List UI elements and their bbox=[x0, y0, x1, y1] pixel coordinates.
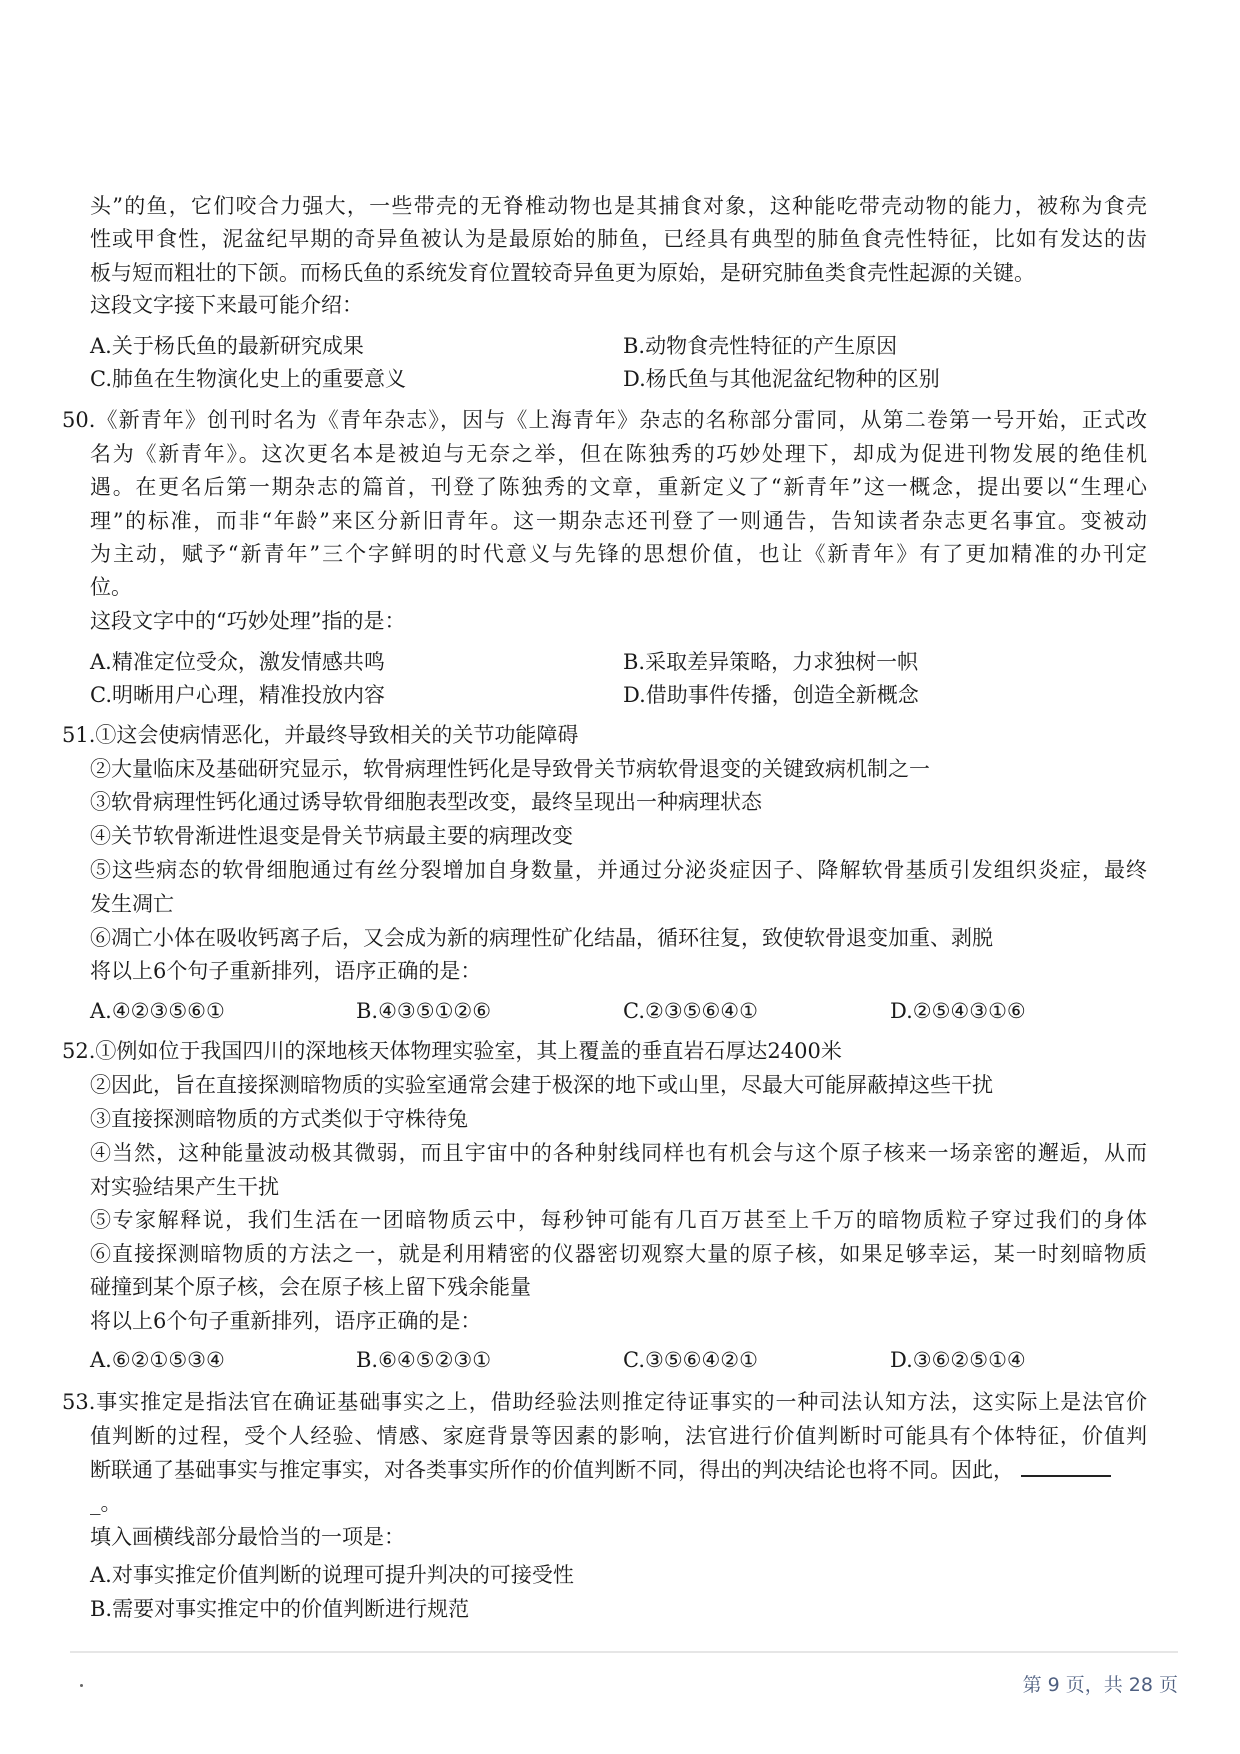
option-a[interactable]: A.④②③⑤⑥① bbox=[90, 999, 225, 1023]
sentence-line: ④关节软骨渐进性退变是骨关节病最主要的病理改变 bbox=[90, 824, 573, 848]
paragraph-line: 名为《新青年》。这次更名本是被迫与无奈之举，但在陈独秀的巧妙处理下，却成为促进刊物发展的绝佳机 bbox=[90, 442, 1147, 466]
option-b[interactable]: B.采取差异策略，力求独树一帜 bbox=[623, 650, 919, 674]
sentence-line: ⑥直接探测暗物质的方法之一，就是利用精密的仪器密切观察大量的原子核，如果足够幸运，某一时刻暗物质 bbox=[90, 1242, 1147, 1266]
paragraph-line bbox=[90, 1455, 1111, 1485]
paragraph-text: 断联通了基础事实与推定事实，对各类事实所作的价值判断不同，得出的判决结论也将不同。因此， bbox=[90, 1458, 1014, 1482]
option-c[interactable]: C.明晰用户心理，精准投放内容 bbox=[90, 683, 385, 707]
paragraph-line: 50.《新青年》创刊时名为《青年杂志》，因与《上海青年》杂志的名称部分雷同，从第二卷第一号开始，正式改 bbox=[62, 408, 1147, 432]
paragraph-line: 板与短而粗壮的下颌。而杨氏鱼的系统发育位置较奇异鱼更为原始，是研究肺鱼类食壳性起源的关键。 bbox=[90, 261, 1035, 285]
sentence-line: ②因此，旨在直接探测暗物质的实验室通常会建于极深的地下或山里，尽最大可能屏蔽掉这些干扰 bbox=[90, 1073, 993, 1097]
paragraph-line: 理”的标准，而非“年龄”来区分新旧青年。这一期杂志还刊登了一则通告，告知读者杂志更名事宜。变被动 bbox=[90, 509, 1147, 533]
option-d[interactable]: D.杨氏鱼与其他泥盆纪物种的区别 bbox=[623, 367, 940, 391]
question-prompt: 将以上6个句子重新排列，语序正确的是： bbox=[90, 959, 482, 983]
paragraph-line: 头”的鱼，它们咬合力强大，一些带壳的无脊椎动物也是其捕食对象，这种能吃带壳动物的能力，被称为食壳 bbox=[90, 194, 1147, 218]
option-c[interactable]: C.肺鱼在生物演化史上的重要意义 bbox=[90, 367, 406, 391]
footer-dot bbox=[80, 1684, 83, 1687]
paragraph-line: 位。 bbox=[90, 575, 132, 599]
sentence-line: 52.①例如位于我国四川的深地核天体物理实验室，其上覆盖的垂直岩石厚达2400米 bbox=[62, 1039, 842, 1063]
option-b[interactable]: B.需要对事实推定中的价值判断进行规范 bbox=[90, 1597, 470, 1621]
sentence-line: ③直接探测暗物质的方式类似于守株待兔 bbox=[90, 1107, 468, 1131]
paragraph-line: 53.事实推定是指法官在确证基础事实之上，借助经验法则推定待证事实的一种司法认知方法，这实际上是法官价 bbox=[62, 1390, 1147, 1414]
option-b[interactable]: B.动物食壳性特征的产生原因 bbox=[623, 334, 898, 358]
sentence-line: ⑤这些病态的软骨细胞通过有丝分裂增加自身数量，并通过分泌炎症因子、降解软骨基质引发组织炎症，最终 bbox=[90, 858, 1147, 882]
option-c[interactable]: C.②③⑤⑥④① bbox=[623, 999, 758, 1023]
sentence-line: 对实验结果产生干扰 bbox=[90, 1175, 279, 1199]
paragraph-line: 遇。在更名后第一期杂志的篇首，刊登了陈独秀的文章，重新定义了“新青年”这一概念，提出要以“生理心 bbox=[90, 475, 1147, 499]
option-a[interactable]: A.关于杨氏鱼的最新研究成果 bbox=[90, 334, 364, 358]
option-a[interactable]: A.对事实推定价值判断的说理可提升判决的可接受性 bbox=[90, 1563, 574, 1587]
question-prompt: 这段文字中的“巧妙处理”指的是： bbox=[90, 609, 406, 633]
sentence-line: ②大量临床及基础研究显示，软骨病理性钙化是导致骨关节病软骨退变的关键致病机制之一 bbox=[90, 757, 930, 781]
paragraph-line: 性或甲食性，泥盆纪早期的奇异鱼被认为是最原始的肺鱼，已经具有典型的肺鱼食壳性特征，比如有发达的齿 bbox=[90, 227, 1147, 251]
option-b[interactable]: B.④③⑤①②⑥ bbox=[356, 999, 492, 1023]
option-d[interactable]: D.②⑤④③①⑥ bbox=[890, 999, 1026, 1023]
paragraph-line: 值判断的过程，受个人经验、情感、家庭背景等因素的影响，法官进行价值判断时可能具有个体特征，价值判 bbox=[90, 1424, 1147, 1448]
sentence-line: ⑥凋亡小体在吸收钙离子后，又会成为新的病理性矿化结晶，循环往复，致使软骨退变加重、剥脱 bbox=[90, 926, 993, 950]
sentence-line: ③软骨病理性钙化通过诱导软骨细胞表型改变，最终呈现出一种病理状态 bbox=[90, 790, 762, 814]
sentence-line: 发生凋亡 bbox=[90, 892, 174, 916]
fill-blank bbox=[1021, 1457, 1111, 1477]
sentence-line: ⑤专家解释说，我们生活在一团暗物质云中，每秒钟可能有几百万甚至上千万的暗物质粒子穿过我们的身体 bbox=[90, 1208, 1147, 1232]
question-prompt: 填入画横线部分最恰当的一项是： bbox=[90, 1525, 405, 1549]
paragraph-line: 为主动，赋予“新青年”三个字鲜明的时代意义与先锋的思想价值，也让《新青年》有了更加精准的办刊定 bbox=[90, 542, 1147, 566]
option-a[interactable]: A.⑥②①⑤③④ bbox=[90, 1348, 225, 1372]
option-b[interactable]: B.⑥④⑤②③① bbox=[356, 1348, 492, 1372]
page-number: 第 9 页，共 28 页 bbox=[1022, 1674, 1178, 1696]
question-prompt: 将以上6个句子重新排列，语序正确的是： bbox=[90, 1309, 482, 1333]
sentence-line: 51.①这会使病情恶化，并最终导致相关的关节功能障碍 bbox=[62, 723, 579, 747]
sentence-line: 碰撞到某个原子核，会在原子核上留下残余能量 bbox=[90, 1275, 531, 1299]
paragraph-line: _。 bbox=[90, 1491, 122, 1515]
option-d[interactable]: D.借助事件传播，创造全新概念 bbox=[623, 683, 919, 707]
option-a[interactable]: A.精准定位受众，激发情感共鸣 bbox=[90, 650, 385, 674]
question-prompt: 这段文字接下来最可能介绍： bbox=[90, 293, 363, 317]
option-d[interactable]: D.③⑥②⑤①④ bbox=[890, 1348, 1026, 1372]
footer-divider bbox=[70, 1651, 1178, 1653]
sentence-line: ④当然，这种能量波动极其微弱，而且宇宙中的各种射线同样也有机会与这个原子核来一场亲密的邂逅，从而 bbox=[90, 1141, 1147, 1165]
option-c[interactable]: C.③⑤⑥④②① bbox=[623, 1348, 758, 1372]
